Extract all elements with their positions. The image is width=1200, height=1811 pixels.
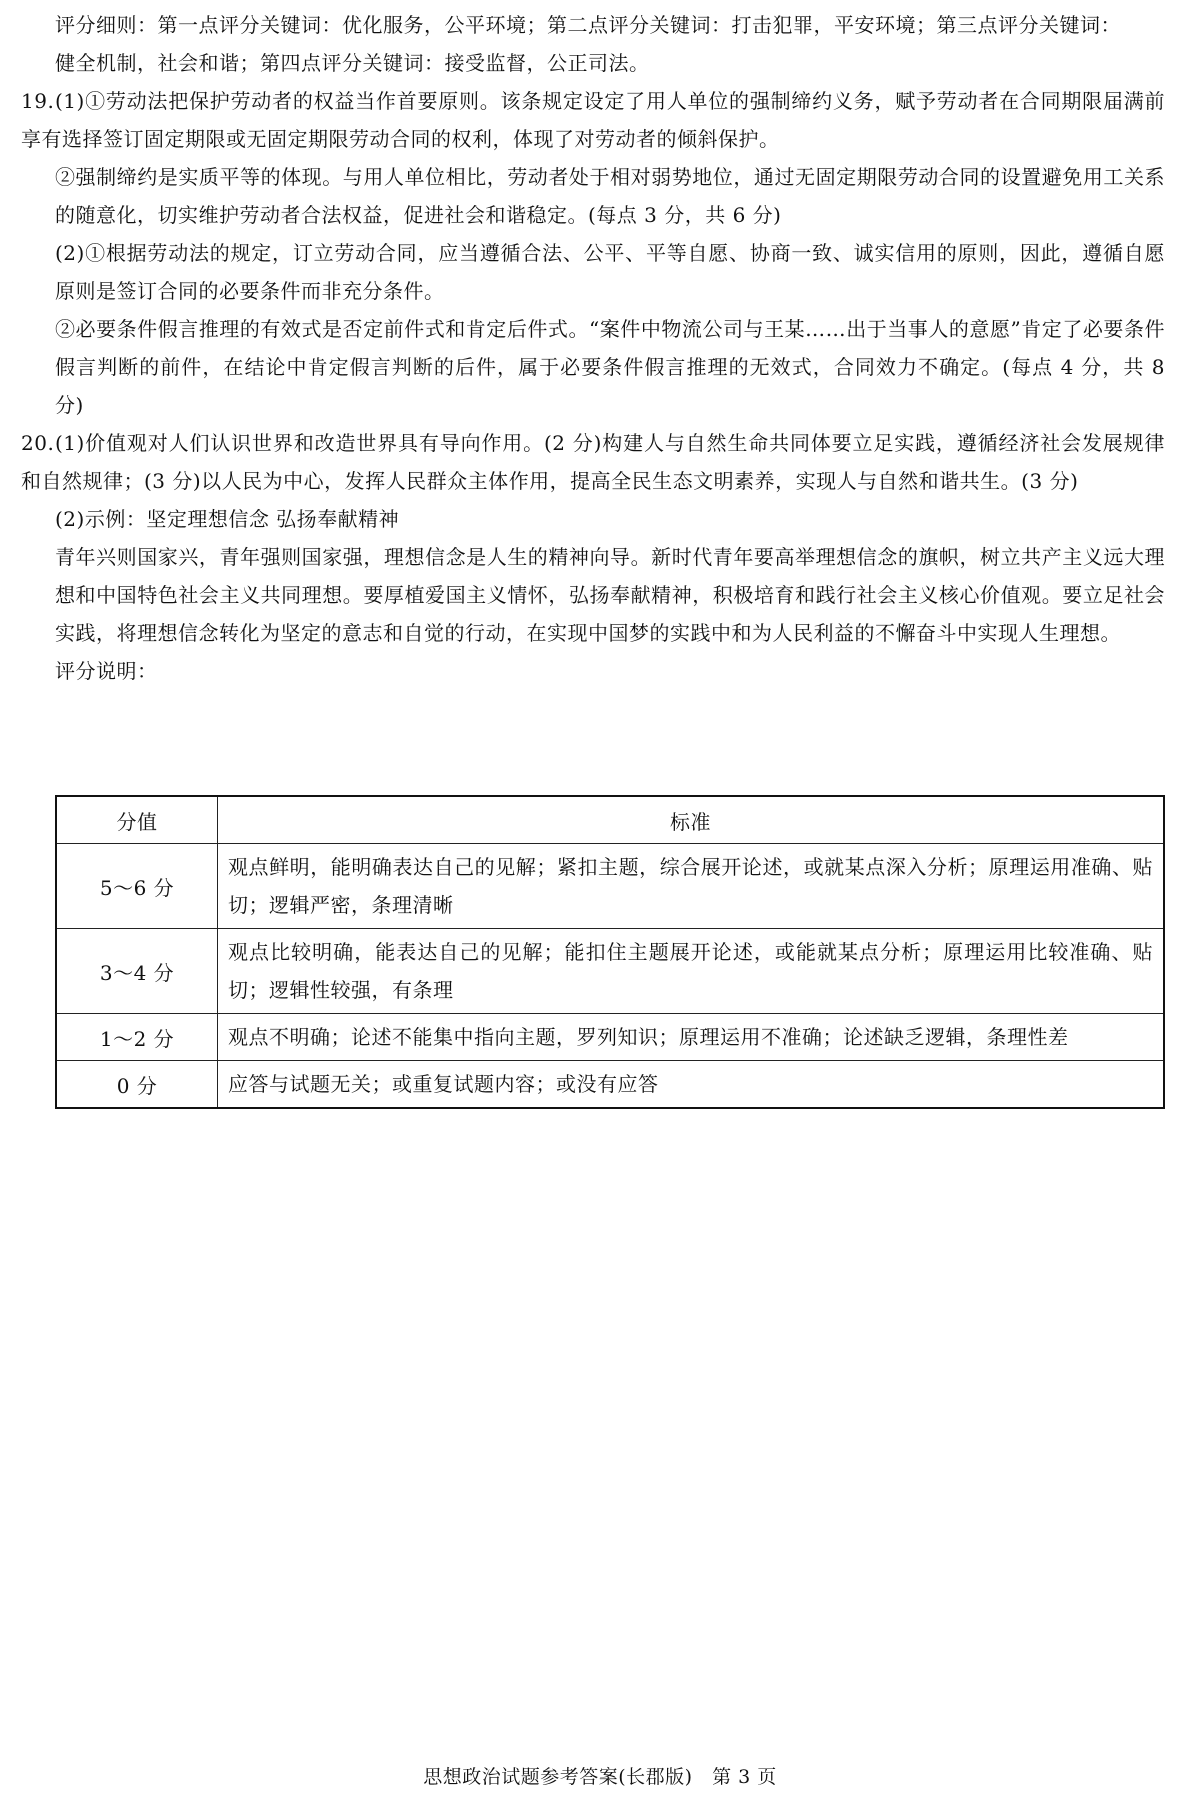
table-row bbox=[56, 1061, 1164, 1109]
score-cell: 5～6 分 bbox=[56, 844, 218, 929]
header-score: 分值 bbox=[56, 796, 218, 844]
scoring-notes-heading: 评分说明： bbox=[55, 659, 158, 683]
question-number: 19. bbox=[21, 89, 55, 113]
question-number: 20. bbox=[21, 431, 55, 455]
header-criteria: 标准 bbox=[218, 796, 1165, 844]
q20-part2-example-title: (2)示例：坚定理想信念 弘扬奉献精神 bbox=[55, 507, 400, 531]
table-header-row bbox=[56, 796, 1164, 844]
table-row bbox=[56, 844, 1164, 929]
criteria-cell: 应答与试题无关；或重复试题内容；或没有应答 bbox=[218, 1061, 1165, 1109]
score-cell: 3～4 分 bbox=[56, 929, 218, 1014]
table-row bbox=[56, 929, 1164, 1014]
table-row bbox=[56, 1014, 1164, 1061]
q20-part1: 20.(1)价值观对人们认识世界和改造世界具有导向作用。(2 分)构建人与自然生命共同体要立足实践，遵循经济社会发展规律和自然规律；(3 分)以人民为中心，发挥人民群众主体作用，提高全民生态文明素养，实现人与自然和谐共生。(3 分) bbox=[21, 424, 1165, 500]
q20-part2-essay: 青年兴则国家兴，青年强则国家强，理想信念是人生的精神向导。新时代青年要高举理想信念的旗帜，树立共产主义远大理想和中国特色社会主义共同理想。要厚植爱国主义情怀，弘扬奉献精神，积极培育和践行社会主义核心价值观。要立足社会实践，将理想信念转化为坚定的意志和自觉的行动，在实现中国梦的实践中和为人民利益的不懈奋斗中实现人生理想。 bbox=[55, 545, 1165, 645]
scoring-detail-line-1: 评分细则：第一点评分关键词：优化服务，公平环境；第二点评分关键词：打击犯罪，平安环境；第三点评分关键词： bbox=[55, 13, 1121, 37]
answer-content bbox=[21, 6, 1165, 690]
question-19 bbox=[21, 82, 1165, 424]
page-footer: 思想政治试题参考答案(长郡版) 第 3 页 bbox=[423, 1766, 777, 1788]
criteria-cell: 观点不明确；论述不能集中指向主题，罗列知识；原理运用不准确；论述缺乏逻辑，条理性差 bbox=[218, 1014, 1165, 1061]
scoring-detail-line-2: 健全机制，社会和谐；第四点评分关键词：接受监督，公正司法。 bbox=[55, 51, 650, 75]
score-cell: 1～2 分 bbox=[56, 1014, 218, 1061]
q19-part2-point2: ②必要条件假言推理的有效式是否定前件式和肯定后件式。“案件中物流公司与王某……出于当事人的意愿”肯定了必要条件假言判断的前件，在结论中肯定假言判断的后件，属于必要条件假言推理的无效式，合同效力不确定。(每点 4 分，共 8 分) bbox=[55, 317, 1165, 417]
q19-part1-point1: 19.(1)①劳动法把保护劳动者的权益当作首要原则。该条规定设定了用人单位的强制缔约义务，赋予劳动者在合同期限届满前享有选择签订固定期限或无固定期限劳动合同的权利，体现了对劳动者的倾斜保护。 bbox=[21, 82, 1165, 158]
score-cell: 0 分 bbox=[56, 1061, 218, 1109]
question-20 bbox=[21, 424, 1165, 690]
scoring-table bbox=[55, 795, 1165, 1109]
q19-part2-point1: (2)①根据劳动法的规定，订立劳动合同，应当遵循合法、公平、平等自愿、协商一致、诚实信用的原则，因此，遵循自愿原则是签订合同的必要条件而非充分条件。 bbox=[55, 241, 1165, 303]
q19-part1-point2: ②强制缔约是实质平等的体现。与用人单位相比，劳动者处于相对弱势地位，通过无固定期限劳动合同的设置避免用工关系的随意化，切实维护劳动者合法权益，促进社会和谐稳定。(每点 3 分，共 6 分) bbox=[55, 165, 1165, 227]
criteria-cell: 观点比较明确，能表达自己的见解；能扣住主题展开论述，或能就某点分析；原理运用比较准确、贴切；逻辑性较强，有条理 bbox=[218, 929, 1165, 1014]
criteria-cell: 观点鲜明，能明确表达自己的见解；紧扣主题，综合展开论述，或就某点深入分析；原理运用准确、贴切；逻辑严密，条理清晰 bbox=[218, 844, 1165, 929]
